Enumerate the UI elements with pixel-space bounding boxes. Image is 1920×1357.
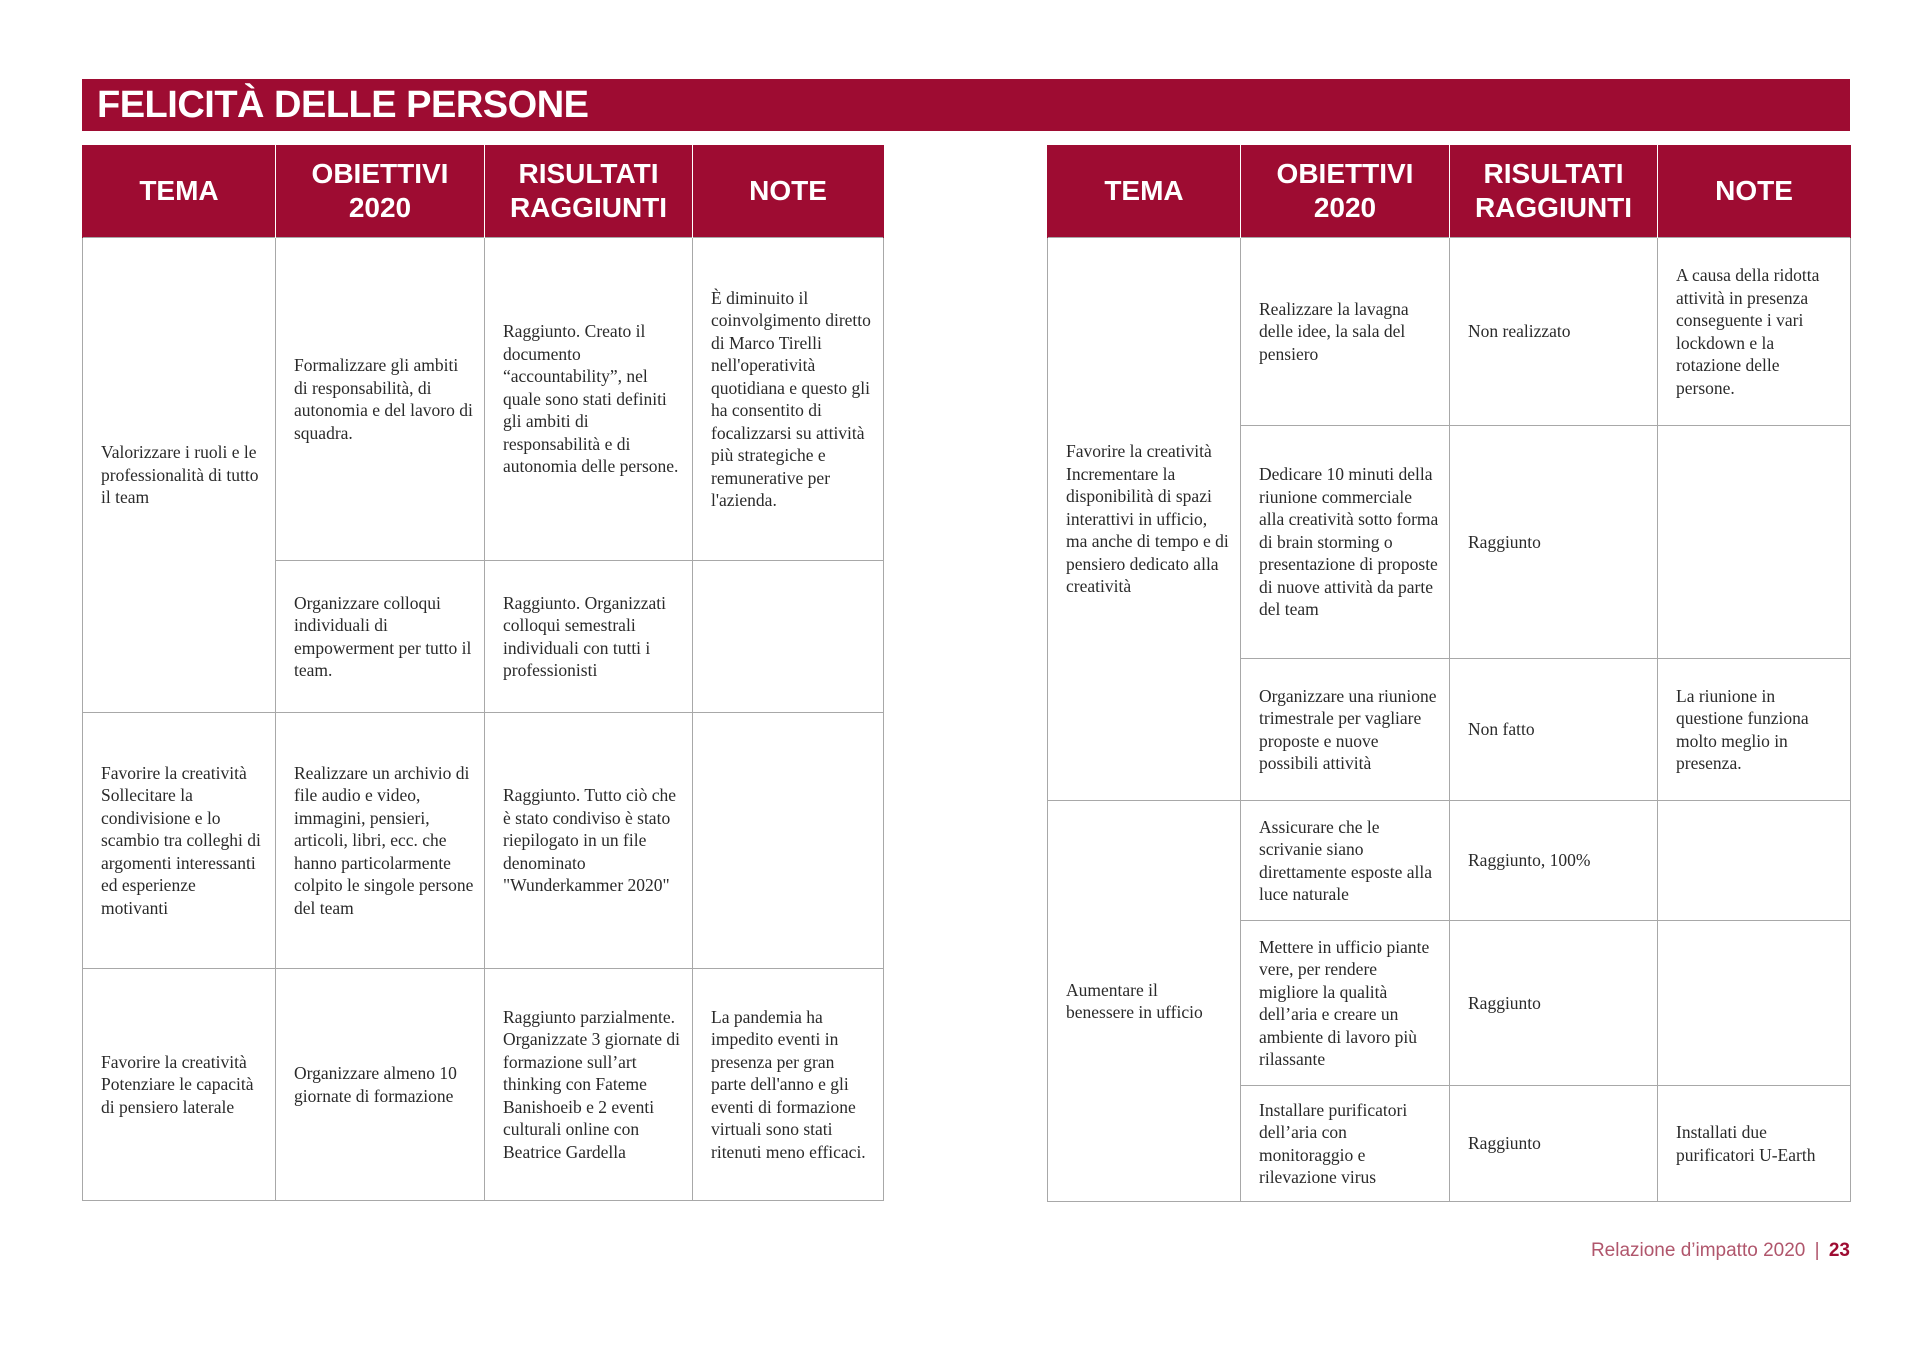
tema-cell: Aumentare il benessere in ufficio: [1048, 801, 1241, 1202]
note-cell: [1658, 801, 1851, 921]
header-risultati: RISULTATI RAGGIUNTI: [1450, 145, 1658, 238]
obiettivo-cell: Organizzare almeno 10 giornate di formazione: [276, 969, 485, 1201]
risultato-cell: Raggiunto. Organizzati colloqui semestrali individuali con tutti i professionisti: [485, 561, 693, 713]
header-obiettivi: OBIETTIVI 2020: [276, 145, 485, 238]
table-row: [83, 713, 884, 969]
header-note: NOTE: [693, 145, 884, 238]
obiettivo-cell: Organizzare una riunione trimestrale per vagliare proposte e nuove possibili attività: [1241, 659, 1450, 801]
risultato-cell: Non realizzato: [1450, 238, 1658, 426]
note-cell: È diminuito il coinvolgimento diretto di Marco Tirelli nell'operatività quotidiana e questo gli ha consentito di focalizzarsi su attività più strategiche e remunerative per l'azienda.: [693, 238, 884, 561]
risultato-cell: Raggiunto: [1450, 426, 1658, 659]
right-table: [1047, 145, 1851, 1202]
note-cell: Installati due purificatori U-Earth: [1658, 1086, 1851, 1202]
risultato-cell: Raggiunto. Creato il documento “accountability”, nel quale sono stati definiti gli ambiti di responsabilità e di autonomia delle persone.: [485, 238, 693, 561]
note-cell: A causa della ridotta attività in presenza conseguente i vari lockdown e la rotazione delle persone.: [1658, 238, 1851, 426]
footer-separator: |: [1814, 1240, 1820, 1261]
obiettivo-cell: Mettere in ufficio piante vere, per rendere migliore la qualità dell’aria e creare un ambiente di lavoro più rilassante: [1241, 921, 1450, 1086]
header-note: NOTE: [1658, 145, 1851, 238]
note-cell: [1658, 426, 1851, 659]
risultato-cell: Raggiunto. Tutto ciò che è stato condiviso è stato riepilogato in un file denominato "Wunderkammer 2020": [485, 713, 693, 969]
page-title: FELICITÀ DELLE PERSONE: [82, 79, 1850, 131]
tema-cell: Favorire la creatività Incrementare la disponibilità di spazi interattivi in ufficio, ma anche di tempo e di pensiero dedicato alla creatività: [1048, 238, 1241, 801]
obiettivo-cell: Installare purificatori dell’aria con monitoraggio e rilevazione virus: [1241, 1086, 1450, 1202]
note-cell: La pandemia ha impedito eventi in presenza per gran parte dell'anno e gli eventi di formazione virtuali sono stati ritenuti meno efficaci.: [693, 969, 884, 1201]
table-row: [1048, 801, 1851, 921]
risultato-cell: Raggiunto: [1450, 1086, 1658, 1202]
header-row: [1048, 145, 1851, 238]
report-title: Relazione d’impatto 2020: [1590, 1240, 1806, 1261]
risultato-cell: Non fatto: [1450, 659, 1658, 801]
header-obiettivi: OBIETTIVI 2020: [1241, 145, 1450, 238]
obiettivo-cell: Realizzare un archivio di file audio e video, immagini, pensieri, articoli, libri, ecc. che hanno particolarmente colpito le singole persone del team: [276, 713, 485, 969]
header-tema: TEMA: [1048, 145, 1241, 238]
header-risultati: RISULTATI RAGGIUNTI: [485, 145, 693, 238]
page-footer: [1591, 1240, 1850, 1262]
obiettivo-cell: Formalizzare gli ambiti di responsabilità, di autonomia e del lavoro di squadra.: [276, 238, 485, 561]
risultato-cell: Raggiunto, 100%: [1450, 801, 1658, 921]
page-number: 23: [1828, 1240, 1850, 1261]
table-row: [1048, 238, 1851, 426]
header-row: [83, 145, 884, 238]
table-row: [83, 969, 884, 1201]
tema-cell: Favorire la creatività Sollecitare la condivisione e lo scambio tra colleghi di argomenti interessanti ed esperienze motivanti: [83, 713, 276, 969]
risultato-cell: Raggiunto: [1450, 921, 1658, 1086]
table-row: [83, 238, 884, 561]
obiettivo-cell: Organizzare colloqui individuali di empowerment per tutto il team.: [276, 561, 485, 713]
risultato-cell: Raggiunto parzialmente. Organizzate 3 giornate di formazione sull’art thinking con Fateme Banishoeib e 2 eventi culturali online con Beatrice Gardella: [485, 969, 693, 1201]
obiettivo-cell: Assicurare che le scrivanie siano direttamente esposte alla luce naturale: [1241, 801, 1450, 921]
obiettivo-cell: Realizzare la lavagna delle idee, la sala del pensiero: [1241, 238, 1450, 426]
header-tema: TEMA: [83, 145, 276, 238]
note-cell: [693, 713, 884, 969]
note-cell: [693, 561, 884, 713]
left-table: [82, 145, 884, 1201]
note-cell: [1658, 921, 1851, 1086]
note-cell: La riunione in questione funziona molto meglio in presenza.: [1658, 659, 1851, 801]
tema-cell: Valorizzare i ruoli e le professionalità di tutto il team: [83, 238, 276, 713]
obiettivo-cell: Dedicare 10 minuti della riunione commerciale alla creatività sotto forma di brain storming o presentazione di proposte di nuove attività da parte del team: [1241, 426, 1450, 659]
tema-cell: Favorire la creatività Potenziare le capacità di pensiero laterale: [83, 969, 276, 1201]
